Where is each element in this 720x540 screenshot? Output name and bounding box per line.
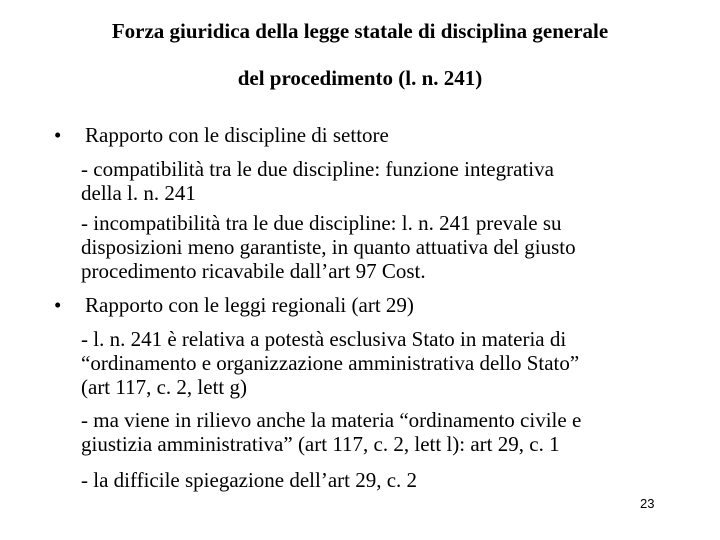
- sub-item-line: procedimento ricavabile dall’art 97 Cost.: [81, 259, 426, 283]
- sub-item-line: giustizia amministrativa” (art 117, c. 2, lett l): art 29, c. 1: [81, 432, 560, 456]
- bullet-icon: •: [54, 293, 62, 317]
- sub-item-line: della l. n. 241: [81, 181, 196, 205]
- slide-title-line-2: del procedimento (l. n. 241): [237, 66, 483, 90]
- bullet-text: Rapporto con le discipline di settore: [85, 123, 389, 147]
- sub-item-line: disposizioni meno garantiste, in quanto attuativa del giusto: [81, 235, 576, 259]
- sub-item-line: - ma viene in rilievo anche la materia “ordinamento civile e: [81, 408, 582, 432]
- sub-item: [81, 157, 681, 205]
- sub-item-line: - compatibilità tra le due discipline: funzione integrativa: [81, 157, 554, 181]
- sub-item: [81, 468, 681, 492]
- sub-item: [81, 327, 681, 399]
- sub-item-line: (art 117, c. 2, lett g): [81, 375, 248, 399]
- sub-item-line: - incompatibilità tra le due discipline: l. n. 241 prevale su: [81, 211, 562, 235]
- bullet-icon: •: [54, 123, 62, 147]
- sub-item-line: “ordinamento e organizzazione amministrativa dello Stato”: [81, 351, 580, 375]
- sub-item-line: - la difficile spiegazione dell’art 29, c. 2: [81, 468, 418, 492]
- bullet-text: Rapporto con le leggi regionali (art 29): [85, 293, 414, 317]
- sub-item: [81, 211, 681, 283]
- sub-item: [81, 408, 681, 456]
- slide-title-line-1: Forza giuridica della legge statale di disciplina generale: [111, 19, 609, 43]
- sub-item-line: - l. n. 241 è relativa a potestà esclusiva Stato in materia di: [81, 327, 567, 351]
- page-number: 23: [640, 496, 655, 511]
